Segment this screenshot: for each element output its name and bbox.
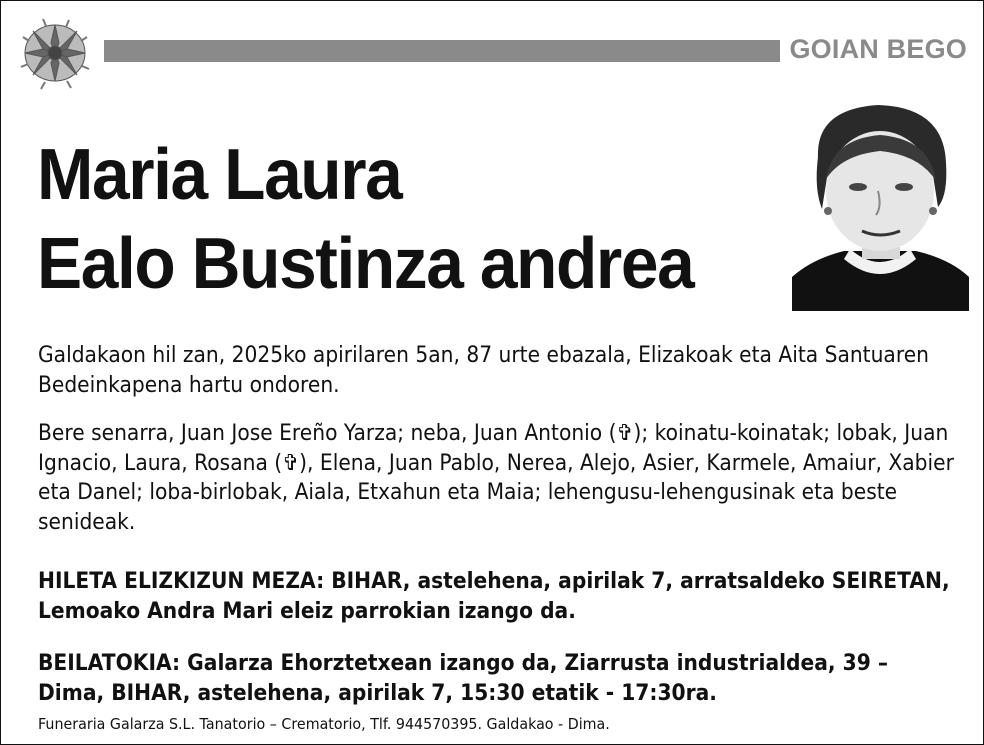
funeral-home-footer: Funeraria Galarza S.L. Tanatorio – Crematorio, Tlf. 944570395. Galdakao - Dima. — [38, 715, 610, 733]
deceased-name-line-1: Maria Laura — [37, 135, 402, 215]
family-paragraph: Bere senarra, Juan Jose Ereño Yarza; neba, Juan Antonio (✞); koinatu-koinatak; lobak, Juan Ignacio, Laura, Rosana (✞), Elena, Juan Pablo, Nerea, Alejo, Asier, Karmele, Amaiur, Xabier eta Danel; loba-birlobak, Aiala, Etxahun eta Maia; lehengusu-lehengusinak eta beste senideak. — [38, 421, 954, 535]
cross-icon: ✞ — [616, 421, 634, 446]
cross-icon: ✞ — [282, 450, 300, 476]
death-paragraph: Galdakaon hil zan, 2025ko apirilaren 5an, 87 urte ebazala, Elizakoak eta Aita Santuaren Bedeinkapena hartu ondoren. — [38, 343, 930, 398]
header-rule — [104, 40, 780, 62]
portrait-photo — [792, 99, 969, 311]
flower-icon — [13, 13, 97, 93]
funeral-mass-paragraph: HILETA ELIZKIZUN MEZA: BIHAR, astelehena, apirilak 7, arratsaldeko SEIRETAN, Lemoako Andra Mari eleiz parrokian izango da. — [38, 569, 950, 624]
deceased-name-line-2: Ealo Bustinza andrea — [37, 224, 694, 304]
section-label: GOIAN BEGO — [789, 34, 967, 64]
wake-paragraph: BEILATOKIA: Galarza Ehorztetxean izango da, Ziarrusta industrialdea, 39 – Dima, BIHAR, astelehena, apirilak 7, 15:30 etatik - 17:30ra. — [38, 651, 888, 706]
